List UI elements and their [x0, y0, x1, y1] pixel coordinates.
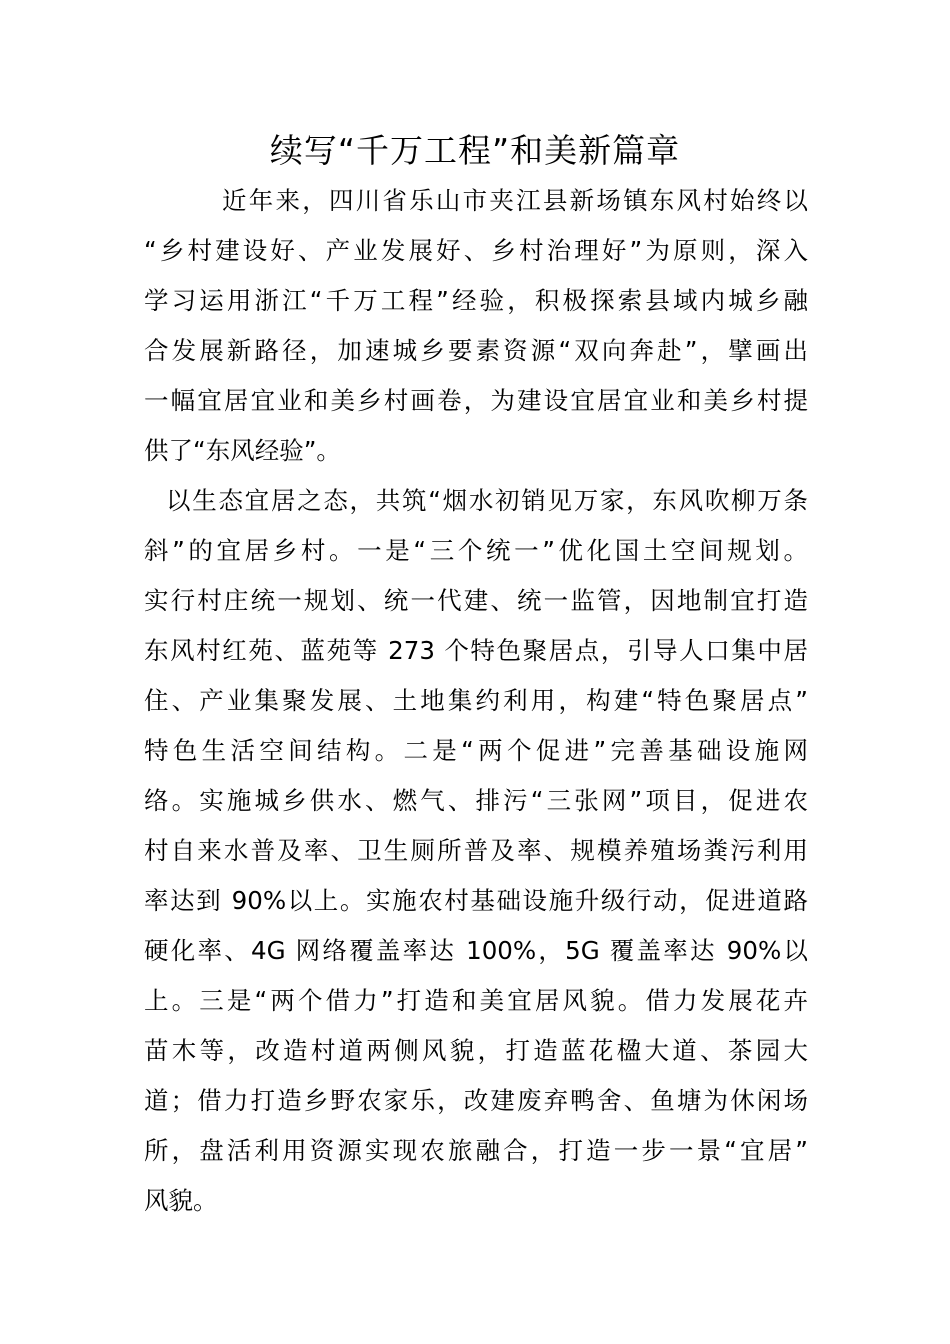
text-line: 道；借力打造乡野农家乐，改建废弃鸭舍、鱼塘为休闲场	[144, 1086, 808, 1115]
text-line: 住、产业集聚发展、土地集约利用，构建“特色聚居点”	[144, 686, 808, 715]
text-line: 东风村红苑、蓝苑等 273 个特色聚居点，引导人口集中居	[144, 636, 808, 665]
text-line: 斜”的宜居乡村。一是“三个统一”优化国土空间规划。	[144, 536, 808, 565]
text-line: 村自来水普及率、卫生厕所普及率、规模养殖场粪污利用	[144, 836, 808, 865]
text-line: 所，盘活利用资源实现农旅融合，打造一步一景“宜居”	[144, 1136, 808, 1165]
text-line: 以生态宜居之态，共筑“烟水初销见万家，东风吹柳万条	[166, 486, 808, 515]
text-line: 风貌。	[144, 1186, 218, 1215]
text-line: “乡村建设好、产业发展好、乡村治理好”为原则，深入	[144, 236, 808, 265]
text-line: 一幅宜居宜业和美乡村画卷，为建设宜居宜业和美乡村提	[144, 386, 808, 415]
text-line: 特色生活空间结构。二是“两个促进”完善基础设施网	[144, 736, 808, 765]
text-line: 学习运用浙江“千万工程”经验，积极探索县域内城乡融	[144, 286, 808, 315]
text-line: 上。三是“两个借力”打造和美宜居风貌。借力发展花卉	[144, 986, 808, 1015]
text-line: 络。实施城乡供水、燃气、排污“三张网”项目，促进农	[144, 786, 808, 815]
text-line: 供了“东风经验”。	[144, 436, 341, 465]
text-line: 实行村庄统一规划、统一代建、统一监管，因地制宜打造	[144, 586, 808, 615]
text-line: 率达到 90%以上。实施农村基础设施升级行动，促进道路	[144, 886, 808, 915]
document-title: 续写“千万工程”和美新篇章	[269, 131, 681, 170]
text-line: 硬化率、4G 网络覆盖率达 100%，5G 覆盖率达 90%以	[144, 936, 808, 965]
text-line: 近年来，四川省乐山市夹江县新场镇东风村始终以	[222, 186, 808, 215]
text-line: 苗木等，改造村道两侧风貌，打造蓝花楹大道、茶园大	[144, 1036, 808, 1065]
text-line: 合发展新路径，加速城乡要素资源“双向奔赴”，擘画出	[144, 336, 808, 365]
